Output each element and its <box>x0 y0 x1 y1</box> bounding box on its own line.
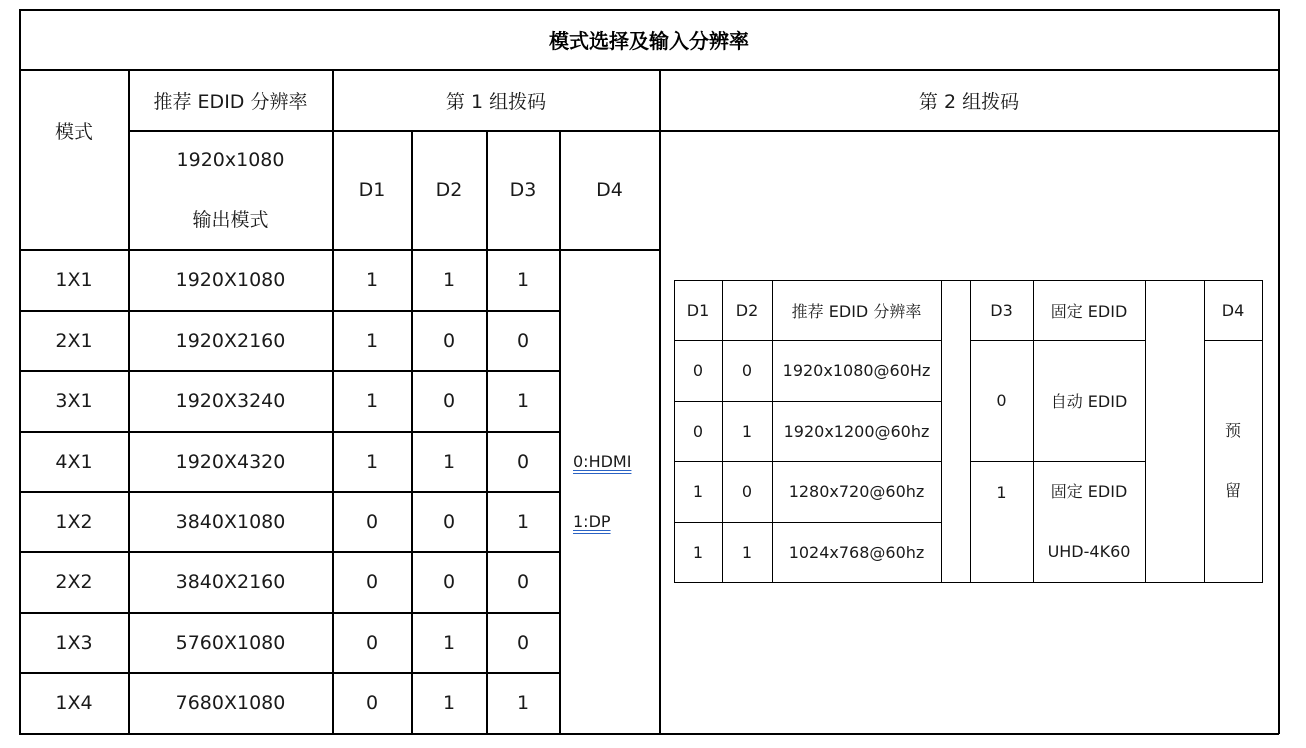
edid-cell-d2: 0 <box>741 361 753 380</box>
inner-border-right <box>1262 280 1263 583</box>
cell-d3: 1 <box>516 510 530 533</box>
reserved-char-1: 预 <box>1224 421 1241 440</box>
cell-d3: 0 <box>516 450 530 473</box>
cell-d2: 0 <box>442 329 456 352</box>
cell-d2: 0 <box>442 510 456 533</box>
cell-d3: 1 <box>516 692 530 714</box>
cell-d2: 0 <box>442 390 456 412</box>
header-d3: D3 <box>509 179 537 201</box>
hdmi-link[interactable]: 0:HDMI <box>573 452 632 471</box>
cell-resolution: 7680X1080 <box>175 692 286 714</box>
cell-mode: 1X3 <box>55 631 93 654</box>
cell-resolution: 3840X2160 <box>175 571 286 593</box>
cell-resolution: 1920X1080 <box>175 269 286 291</box>
d3-cell-label <box>1033 461 1145 582</box>
cell-d3: 0 <box>516 631 530 654</box>
inner-header-fixed-edid: 固定 EDID <box>1050 301 1128 321</box>
header-group1-dip: 第 1 组拨码 <box>445 90 547 113</box>
edid-cell-d1: 1 <box>692 542 704 562</box>
inner-border-bottom <box>674 582 1263 583</box>
cell-resolution: 1920X2160 <box>175 329 286 352</box>
edid-cell-resolution: 1280x720@60hz <box>788 482 925 501</box>
output-res-label: 1920x1080 <box>176 149 285 171</box>
reserved-char-2: 留 <box>1224 481 1241 500</box>
inner-col-divider <box>1145 280 1146 583</box>
edid-cell-resolution: 1920x1200@60hz <box>783 421 930 441</box>
edid-cell-d2: 0 <box>741 482 753 501</box>
edid-cell-resolution: 1920x1080@60Hz <box>782 361 931 380</box>
inner-header-recommended-edid: 推荐 EDID 分辨率 <box>791 301 922 321</box>
cell-mode: 1X1 <box>55 269 93 291</box>
cell-d1: 1 <box>365 269 379 291</box>
edid-cell-resolution: 1024x768@60hz <box>788 542 925 562</box>
output-mode-label: 输出模式 <box>192 209 269 231</box>
cell-d2: 1 <box>442 269 456 291</box>
cell-d1: 1 <box>365 450 379 473</box>
cell-resolution: 1920X3240 <box>175 390 286 412</box>
edid-cell-d1: 0 <box>692 361 704 380</box>
edid-cell-d1: 0 <box>692 421 704 441</box>
cell-resolution: 1920X4320 <box>175 450 286 473</box>
d3-cell-value: 1 <box>996 482 1007 502</box>
edid-cell-d2: 1 <box>741 542 753 562</box>
header-output-mode <box>128 130 333 250</box>
cell-mode: 2X1 <box>55 329 93 352</box>
cell-resolution: 5760X1080 <box>175 631 286 654</box>
d3-cell-value: 0 <box>996 391 1007 410</box>
edid-cell-d2: 1 <box>741 421 753 441</box>
cell-d3: 1 <box>516 269 530 291</box>
inner-header-d2: D2 <box>735 300 759 320</box>
cell-d1: 0 <box>365 510 379 533</box>
header-group2-dip: 第 2 组拨码 <box>918 90 1020 113</box>
inner-col-divider <box>941 280 942 583</box>
cell-d1: 1 <box>365 329 379 352</box>
cell-resolution: 3840X1080 <box>175 510 286 533</box>
inner-header-d4: D4 <box>1221 300 1245 320</box>
d4-reserved-cell <box>1204 340 1262 582</box>
cell-d1: 0 <box>365 631 379 654</box>
cell-d1: 1 <box>365 390 379 412</box>
cell-d1: 0 <box>365 571 379 593</box>
dp-link[interactable]: 1:DP <box>573 512 611 531</box>
cell-d3: 0 <box>516 329 530 352</box>
d4-option-hdmi[interactable] <box>573 452 631 471</box>
d4-option-dp[interactable] <box>573 512 611 531</box>
table-title: 模式选择及输入分辨率 <box>549 29 749 53</box>
cell-mode: 1X4 <box>55 692 93 714</box>
cell-d2: 1 <box>442 450 456 473</box>
uhd-4k60-label: UHD-4K60 <box>1047 541 1131 561</box>
cell-d2: 0 <box>442 571 456 593</box>
header-d2: D2 <box>435 179 463 201</box>
cell-d1: 0 <box>365 692 379 714</box>
cell-mode: 2X2 <box>55 571 93 593</box>
header-d4: D4 <box>596 179 623 201</box>
fixed-edid-label: 固定 EDID <box>1050 481 1128 501</box>
header-d1: D1 <box>358 179 386 201</box>
inner-header-d1: D1 <box>686 300 710 320</box>
edid-cell-d1: 1 <box>692 482 704 501</box>
cell-mode: 1X2 <box>55 510 93 533</box>
d3-cell-label: 自动 EDID <box>1050 392 1128 411</box>
cell-mode: 4X1 <box>55 450 93 473</box>
header-recommended-edid: 推荐 EDID 分辨率 <box>153 90 308 113</box>
header-mode: 模式 <box>54 120 93 143</box>
cell-mode: 3X1 <box>55 390 93 412</box>
cell-d3: 1 <box>516 390 530 412</box>
cell-d3: 0 <box>516 571 530 593</box>
inner-header-d3: D3 <box>990 300 1013 320</box>
cell-d2: 1 <box>442 631 456 654</box>
cell-d2: 1 <box>442 692 456 714</box>
